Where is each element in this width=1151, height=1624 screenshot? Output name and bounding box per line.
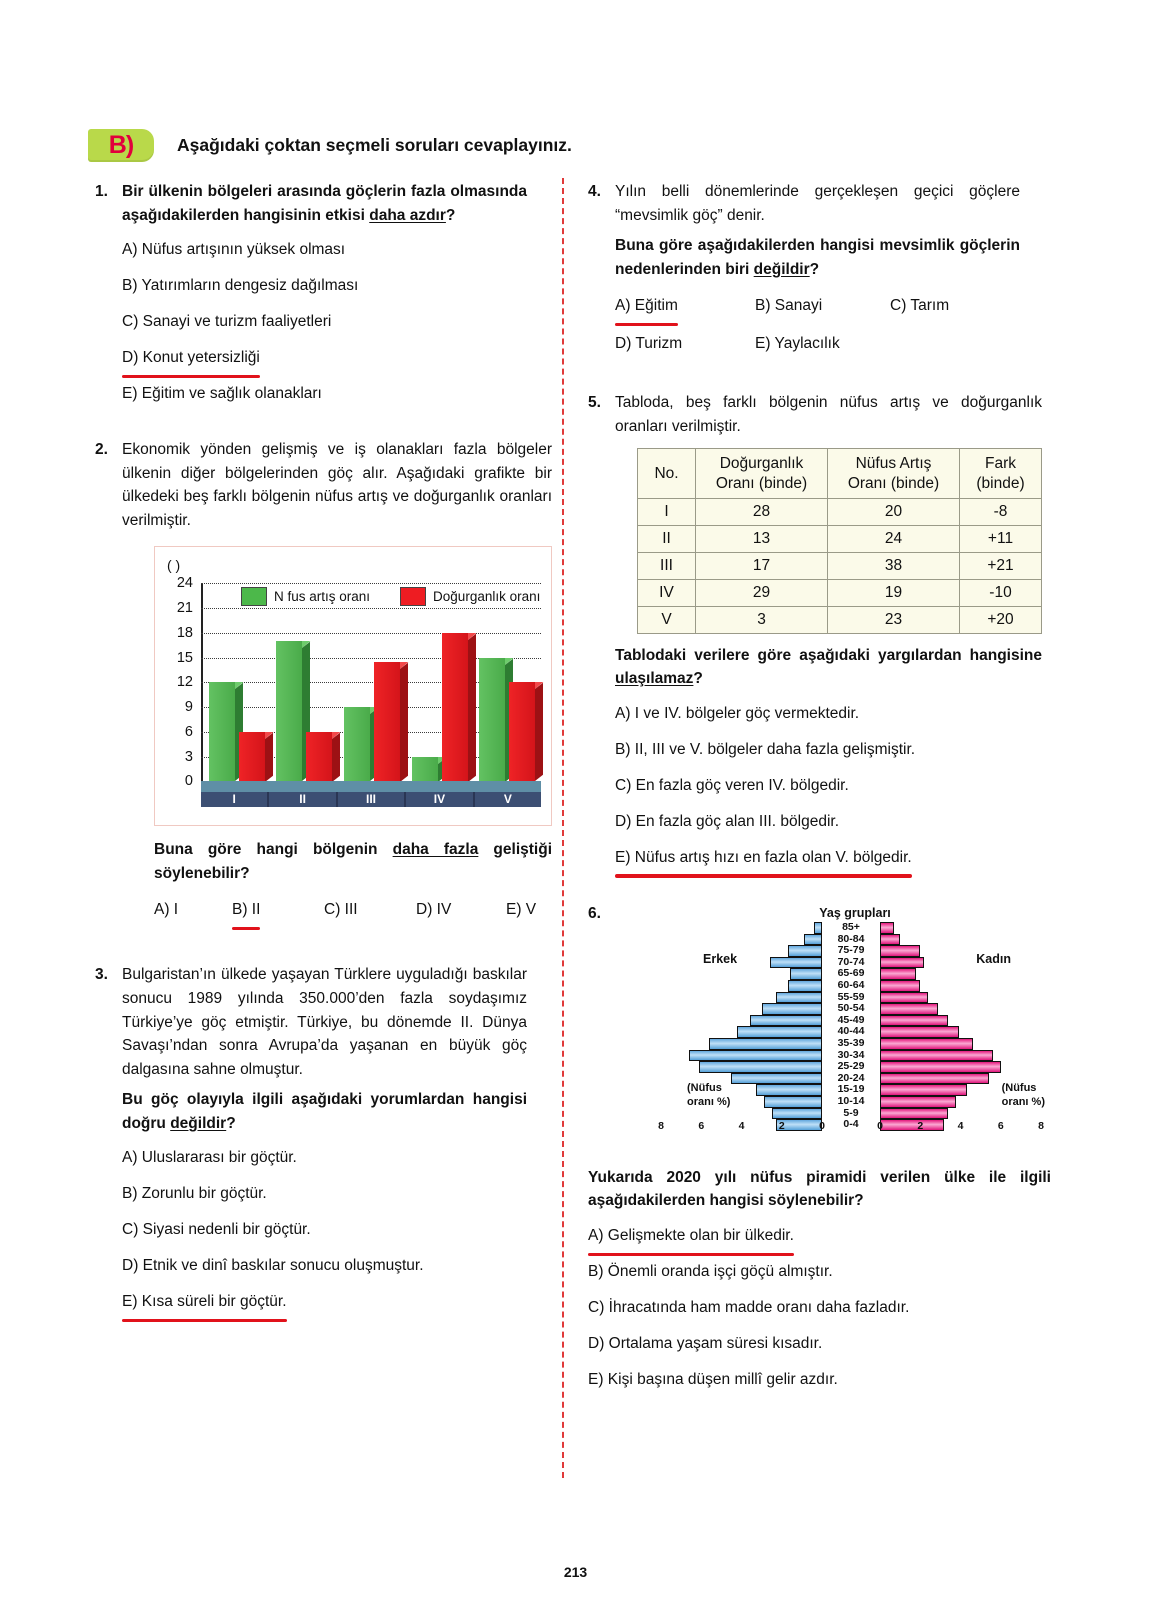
table-cell-no: III xyxy=(638,552,696,579)
axis-tick: 8 xyxy=(1038,1119,1044,1132)
table-cell-diff: +11 xyxy=(960,525,1042,552)
age-label: 75-79 xyxy=(837,944,865,957)
legend-label-red: Doğurganlık oranı xyxy=(433,589,541,605)
table-cell-fertility: 3 xyxy=(696,606,828,633)
chart-base xyxy=(201,781,541,807)
axis-tick: 6 xyxy=(997,1119,1004,1132)
age-label: 35-39 xyxy=(837,1036,865,1049)
table-header-row xyxy=(638,449,1042,498)
question-5 xyxy=(588,391,1042,876)
table-header-no xyxy=(638,449,696,498)
age-label: 25-29 xyxy=(837,1060,865,1073)
legend-item-green xyxy=(241,587,370,606)
bar-green-I xyxy=(209,682,235,781)
question-6-option-c[interactable]: C) İhracatında ham madde oranı daha fazladır. xyxy=(588,1299,910,1317)
y-tick-9: 9 xyxy=(184,699,193,716)
age-label: 10-14 xyxy=(837,1094,865,1107)
question-4-option-d[interactable]: D) Turizm xyxy=(615,335,683,353)
table-header-fertility-line2: Oranı (binde) xyxy=(715,474,808,492)
question-1-option-e[interactable]: E) Eğitim ve sağlık olanakları xyxy=(122,385,322,403)
bar-group-IV xyxy=(406,583,474,781)
bar-green-IV xyxy=(412,757,438,782)
age-label: 40-44 xyxy=(837,1025,865,1038)
question-3-prompt: Bu göç olayıyla ilgili aşağıdaki yorumlardan hangisi doğru değildir? xyxy=(122,1091,527,1132)
table-cell-fertility: 17 xyxy=(696,552,828,579)
age-label: 55-59 xyxy=(837,990,865,1003)
table-cell-diff: +20 xyxy=(960,606,1042,633)
question-4-option-e[interactable]: E) Yaylacılık xyxy=(755,335,840,353)
axis-tick: 8 xyxy=(658,1119,664,1132)
population-pyramid xyxy=(651,904,1051,1156)
pyramid-left-caption: (Nüfus oranı %) xyxy=(687,1081,731,1108)
question-6 xyxy=(588,902,1051,1398)
page-number: 213 xyxy=(563,1564,588,1580)
question-3-option-d[interactable]: D) Etnik ve dinî baskılar sonucu oluşmuştur. xyxy=(122,1257,424,1275)
chart-bars xyxy=(203,583,541,781)
category-label-III: III xyxy=(338,792,406,807)
chart-y-axis xyxy=(155,575,199,790)
question-6-option-d[interactable]: D) Ortalama yaşam süresi kısadır. xyxy=(588,1335,823,1353)
age-label: 70-74 xyxy=(837,955,865,968)
table-cell-growth: 19 xyxy=(828,579,960,606)
legend-swatch-green-icon xyxy=(241,587,267,606)
pyramid-axis-mid xyxy=(822,1120,880,1136)
table-row xyxy=(638,498,1042,525)
column-divider xyxy=(562,178,564,1478)
question-6-option-b[interactable]: B) Önemli oranda işçi göçü almıştır. xyxy=(588,1263,833,1281)
question-4-number: 4. xyxy=(588,183,601,200)
legend-item-red xyxy=(400,587,540,606)
chart-category-axis xyxy=(201,792,541,807)
question-5-prompt: Tablodaki verilere göre aşağıdaki yargılardan hangisine ulaşılamaz? xyxy=(615,646,1042,688)
question-2-option-e[interactable]: E) V xyxy=(506,901,537,919)
age-label: 80-84 xyxy=(837,932,865,945)
population-table xyxy=(637,448,1042,633)
question-1-number: 1. xyxy=(95,183,108,200)
table-cell-fertility: 13 xyxy=(696,525,828,552)
question-4-option-b[interactable]: B) Sanayi xyxy=(755,297,823,315)
bar-green-V xyxy=(479,658,505,782)
pyramid-right-caption: (Nüfus oranı %) xyxy=(1001,1081,1045,1108)
question-6-option-a[interactable]: A) Gelişmekte olan bir ülkedir. xyxy=(588,1221,794,1251)
y-tick-21: 21 xyxy=(176,600,193,617)
question-2-number: 2. xyxy=(95,441,108,459)
table-header-growth xyxy=(828,449,960,498)
section-badge-label: B) xyxy=(108,130,134,159)
table-cell-fertility: 28 xyxy=(696,498,828,525)
question-2-prompt-emphasis: daha fazla xyxy=(392,841,479,859)
question-6-number: 6. xyxy=(588,904,601,922)
question-1-stem: Bir ülkenin bölgeleri arasında göçlerin fazla olmasında aşağıdakilerden hangisinin etkisi daha azdır? xyxy=(122,183,527,224)
question-4-prompt-emphasis: değildir xyxy=(753,260,810,278)
age-label: 30-34 xyxy=(837,1048,865,1061)
axis-tick: 0 xyxy=(877,1119,883,1132)
table-cell-growth: 20 xyxy=(828,498,960,525)
question-4-stem: Yılın belli dönemlerinde gerçekleşen geçici göçlere “mevsimlik göç” denir. xyxy=(615,183,1020,224)
question-2-prompt: Buna göre hangi bölgenin daha fazla geliştiği söylenebilir? xyxy=(154,841,552,882)
category-label-I: I xyxy=(201,792,269,807)
question-5-stem: Tabloda, beş farklı bölgenin nüfus artış ve doğurganlık oranları verilmiştir. xyxy=(615,394,1042,435)
axis-tick: 6 xyxy=(698,1119,705,1132)
question-1-option-b[interactable]: B) Yatırımların dengesiz dağılması xyxy=(122,277,359,295)
table-cell-growth: 23 xyxy=(828,606,960,633)
table-cell-no: I xyxy=(638,498,696,525)
pyramid-axis-left xyxy=(658,1119,825,1136)
question-5-option-b[interactable]: B) II, III ve V. bölgeler daha fazla gelişmiştir. xyxy=(615,740,916,758)
y-tick-18: 18 xyxy=(176,624,193,641)
y-tick-0: 0 xyxy=(184,773,193,790)
question-3-option-c[interactable]: C) Siyasi nedenli bir göçtür. xyxy=(122,1221,311,1239)
question-3-option-b[interactable]: B) Zorunlu bir göçtür. xyxy=(122,1185,267,1203)
category-label-IV: IV xyxy=(406,792,474,807)
question-5-number: 5. xyxy=(588,394,601,412)
bar-red-II xyxy=(306,732,332,782)
question-3-options xyxy=(122,1140,527,1320)
table-header-growth-line2: Oranı (binde) xyxy=(847,474,940,492)
chart-plot-area xyxy=(201,583,541,781)
question-5-options xyxy=(615,696,1042,876)
age-label: 85+ xyxy=(842,920,860,933)
axis-tick: 2 xyxy=(917,1119,924,1132)
question-3-option-e[interactable]: E) Kısa süreli bir göçtür. xyxy=(122,1287,287,1317)
question-1 xyxy=(95,180,527,412)
question-5-prompt-emphasis: ulaşılamaz xyxy=(615,670,694,688)
table-cell-diff: -10 xyxy=(960,579,1042,606)
table-cell-fertility: 29 xyxy=(696,579,828,606)
question-2-option-c[interactable]: C) III xyxy=(324,901,358,919)
table-row xyxy=(638,606,1042,633)
table-row xyxy=(638,525,1042,552)
table-header-no-line1: No. xyxy=(654,464,679,482)
question-6-prompt: Yukarıda 2020 yılı nüfus piramidi verilen ülke ile ilgili aşağıdakilerden hangisi söylenebilir? xyxy=(588,1168,1051,1210)
chart-legend xyxy=(241,587,540,606)
pyramid-axis xyxy=(658,1119,1044,1136)
bar-green-II xyxy=(276,641,302,781)
chart-base-top xyxy=(201,781,541,792)
table-header-diff xyxy=(960,449,1042,498)
chart-unit-label: ( ) xyxy=(167,557,181,574)
question-2-options xyxy=(154,891,552,929)
bar-green-III xyxy=(344,707,370,781)
age-label: 0-4 xyxy=(843,1118,859,1131)
axis-tick: 4 xyxy=(957,1119,964,1132)
left-column xyxy=(95,180,552,1336)
table-row xyxy=(638,579,1042,606)
question-2-stem: Ekonomik yönden gelişmiş ve iş olanakları fazla bölgeler ülkenin diğer bölgelerinden göç alır. Aşağıdaki grafikte bir ülkedeki beş farklı bölgenin nüfus artış ve doğurganlık oranları verilmiştir. xyxy=(122,441,552,529)
bar-red-V xyxy=(509,682,535,781)
question-3 xyxy=(95,963,527,1320)
table-cell-no: II xyxy=(638,525,696,552)
table-header-diff-line1: Fark xyxy=(985,455,1016,473)
pyramid-age-labels xyxy=(822,920,880,1131)
right-column xyxy=(588,180,1051,1414)
pyramid-female-label: Kadın xyxy=(976,951,1011,966)
question-4-prompt: Buna göre aşağıdakilerden hangisi mevsimlik göçlerin nedenlerinden biri değildir? xyxy=(615,237,1020,278)
question-5-option-c[interactable]: C) En fazla göç veren IV. bölgedir. xyxy=(615,776,849,794)
pyramid-title: Yaş grupları xyxy=(819,905,891,920)
table-cell-growth: 24 xyxy=(828,525,960,552)
table-header-fertility-line1: Doğurganlık xyxy=(719,455,804,473)
question-3-stem: Bulgaristan’ın ülkede yaşayan Türklere uyguladığı baskılar sonucu 1989 yılında 350.000’den fazla soydaşımız Türkiye’ye göç etmiştir. Türkiye, bu dönemde II. Dünya Savaşı’ndan sonra Avrupa’da yaşanan en büyük göç dalgasına sahne olmuştur. xyxy=(122,966,527,1078)
pyramid-male-side xyxy=(661,922,822,1118)
table-cell-no: V xyxy=(638,606,696,633)
age-label: 45-49 xyxy=(837,1013,865,1026)
pyramid-male-label: Erkek xyxy=(703,951,738,966)
axis-tick: 0 xyxy=(819,1119,825,1132)
y-tick-3: 3 xyxy=(184,748,193,765)
question-1-option-a[interactable]: A) Nüfus artışının yüksek olması xyxy=(122,241,346,259)
pyramid-axis-right xyxy=(877,1119,1044,1136)
section-header xyxy=(88,128,688,162)
question-6-options xyxy=(588,1218,1051,1398)
age-label: 15-19 xyxy=(837,1083,865,1096)
legend-label-green: N fus artış oranı xyxy=(274,589,371,605)
axis-tick: 2 xyxy=(778,1119,785,1132)
section-instruction: Aşağıdaki çoktan seçmeli soruları cevaplayınız. xyxy=(177,134,572,155)
question-1-option-c[interactable]: C) Sanayi ve turizm faaliyetleri xyxy=(122,313,332,331)
bar-red-I xyxy=(239,732,265,782)
bar-group-I xyxy=(203,583,271,781)
question-5-option-e[interactable]: E) Nüfus artış hızı en fazla olan V. bölgedir. xyxy=(615,843,912,873)
question-1-stem-emphasis: daha azdır xyxy=(369,206,446,224)
age-label: 20-24 xyxy=(837,1071,865,1084)
question-2-option-d[interactable]: D) IV xyxy=(416,901,452,919)
bar-group-III xyxy=(338,583,406,781)
bar-group-II xyxy=(271,583,339,781)
table-header-diff-line2: (binde) xyxy=(976,474,1025,492)
bar-chart xyxy=(154,546,552,826)
question-6-option-e[interactable]: E) Kişi başına düşen millî gelir azdır. xyxy=(588,1371,838,1389)
question-4-option-c[interactable]: C) Tarım xyxy=(890,297,950,315)
y-tick-24: 24 xyxy=(176,575,193,592)
question-4-option-a[interactable]: A) Eğitim xyxy=(615,291,678,321)
question-2 xyxy=(95,438,552,929)
category-label-V: V xyxy=(503,792,512,807)
bar-group-V xyxy=(473,583,541,781)
age-label: 50-54 xyxy=(837,1002,865,1015)
question-3-option-a[interactable]: A) Uluslararası bir göçtür. xyxy=(122,1149,297,1167)
axis-tick: 4 xyxy=(738,1119,745,1132)
table-cell-diff: -8 xyxy=(960,498,1042,525)
question-1-option-d[interactable]: D) Konut yetersizliği xyxy=(122,343,260,373)
table-cell-growth: 38 xyxy=(828,552,960,579)
age-label: 5-9 xyxy=(843,1106,859,1119)
question-4 xyxy=(588,180,1020,363)
table-cell-diff: +21 xyxy=(960,552,1042,579)
section-badge xyxy=(88,129,154,162)
question-3-number: 3. xyxy=(95,966,108,984)
question-5-option-d[interactable]: D) En fazla göç alan III. bölgedir. xyxy=(615,812,840,830)
category-label-II: II xyxy=(269,792,337,807)
y-tick-15: 15 xyxy=(176,649,193,666)
table-header-fertility xyxy=(696,449,828,498)
y-tick-6: 6 xyxy=(184,723,193,740)
legend-swatch-red-icon xyxy=(400,587,426,606)
table-cell-no: IV xyxy=(638,579,696,606)
question-1-options xyxy=(122,232,527,412)
question-4-options-row2 xyxy=(615,325,1020,363)
question-4-options-row1 xyxy=(615,287,1020,325)
question-2-option-a[interactable]: A) I xyxy=(154,901,179,919)
question-3-prompt-emphasis: değildir xyxy=(170,1114,227,1132)
table-row xyxy=(638,552,1042,579)
question-2-option-b[interactable]: B) II xyxy=(232,895,260,925)
question-5-option-a[interactable]: A) I ve IV. bölgeler göç vermektedir. xyxy=(615,704,860,722)
bar-red-IV xyxy=(442,633,468,782)
age-label: 60-64 xyxy=(837,978,865,991)
y-tick-12: 12 xyxy=(176,674,193,691)
age-label: 65-69 xyxy=(837,967,865,980)
bar-red-III xyxy=(374,662,400,782)
table-header-growth-line1: Nüfus Artış xyxy=(855,455,932,473)
